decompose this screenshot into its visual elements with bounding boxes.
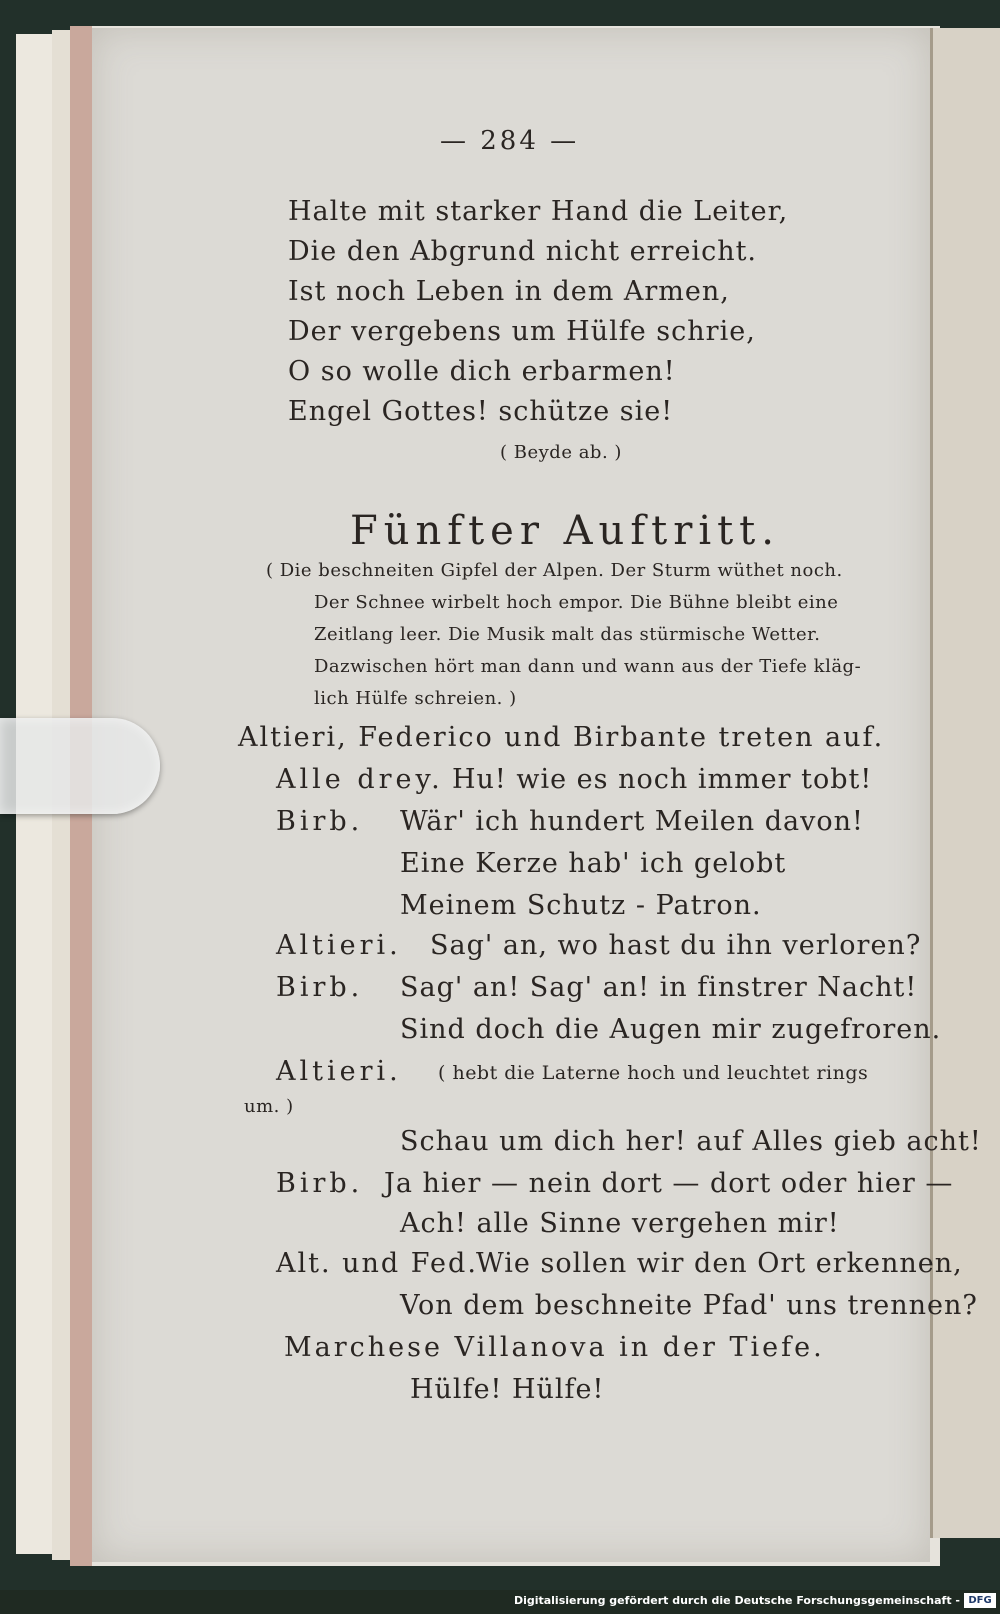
- speaker-name: Birb.: [276, 1168, 364, 1199]
- scene-heading: Fünfter Auftritt.: [350, 508, 780, 554]
- dialogue-line: Ja hier — nein dort — dort oder hier —: [384, 1168, 954, 1199]
- speaker-name: Alle drey.: [276, 764, 444, 795]
- speaker-name: Alt. und Fed.: [276, 1248, 478, 1279]
- scene-direction-line: Dazwischen hört man dann und wann aus der Tiefe kläg-: [314, 656, 862, 677]
- entrance-direction: Altieri, Federico und Birbante treten auf.: [238, 722, 885, 753]
- stage-direction: um. ): [244, 1096, 294, 1117]
- verse-line: Die den Abgrund nicht erreicht.: [288, 236, 758, 267]
- dialogue-line: Schau um dich her! auf Alles gieb acht!: [400, 1126, 982, 1157]
- speaker-name: Marchese Villanova in der Tiefe.: [284, 1332, 825, 1363]
- verse-line: O so wolle dich erbarmen!: [288, 356, 676, 387]
- verse-line: Engel Gottes! schütze sie!: [288, 396, 674, 427]
- dialogue-line: Sag' an, wo hast du ihn verloren?: [430, 930, 922, 961]
- dialogue-line: Hülfe! Hülfe!: [410, 1374, 605, 1405]
- scene-direction-line: Der Schnee wirbelt hoch empor. Die Bühne bleibt eine: [314, 592, 839, 613]
- scene-direction-line: ( Die beschneiten Gipfel der Alpen. Der Sturm wüthet noch.: [266, 560, 843, 581]
- dialogue-line: Eine Kerze hab' ich gelobt: [400, 848, 787, 879]
- speaker-name: Birb.: [276, 806, 364, 837]
- stage-direction: ( hebt die Laterne hoch und leuchtet rings: [438, 1062, 869, 1084]
- dialogue-line: Meinem Schutz - Patron.: [400, 890, 762, 921]
- speaker-name: Altieri.: [276, 1056, 402, 1087]
- dialogue-line: Hu! wie es noch immer tobt!: [452, 764, 873, 795]
- dfg-logo[interactable]: DFG: [964, 1593, 996, 1608]
- dialogue-line: Sind doch die Augen mir zugefroren.: [400, 1014, 942, 1045]
- dialogue-line: Ach! alle Sinne vergehen mir!: [400, 1208, 840, 1239]
- scene-direction-line: Zeitlang leer. Die Musik malt das stürmische Wetter.: [314, 624, 821, 645]
- verse-line: Der vergebens um Hülfe schrie,: [288, 316, 756, 347]
- speaker-name: Altieri.: [276, 930, 402, 961]
- page-turn-tab[interactable]: [0, 718, 160, 814]
- footer-credit: Digitalisierung gefördert durch die Deutsche Forschungsgemeinschaft -: [513, 1594, 960, 1607]
- verse-line: Ist noch Leben in dem Armen,: [288, 276, 730, 307]
- dialogue-line: Wie sollen wir den Ort erkennen,: [476, 1248, 963, 1279]
- stage-direction-exit: ( Beyde ab. ): [500, 442, 622, 463]
- dialogue-line: Wär' ich hundert Meilen davon!: [400, 806, 864, 837]
- page-number: — 284 —: [440, 126, 580, 156]
- verse-line: Halte mit starker Hand die Leiter,: [288, 196, 789, 227]
- speaker-name: Birb.: [276, 972, 364, 1003]
- dialogue-line: Sag' an! Sag' an! in finstrer Nacht!: [400, 972, 918, 1003]
- scene-direction-line: lich Hülfe schreien. ): [314, 688, 517, 709]
- dialogue-line: Von dem beschneite Pfad' uns trennen?: [400, 1290, 978, 1321]
